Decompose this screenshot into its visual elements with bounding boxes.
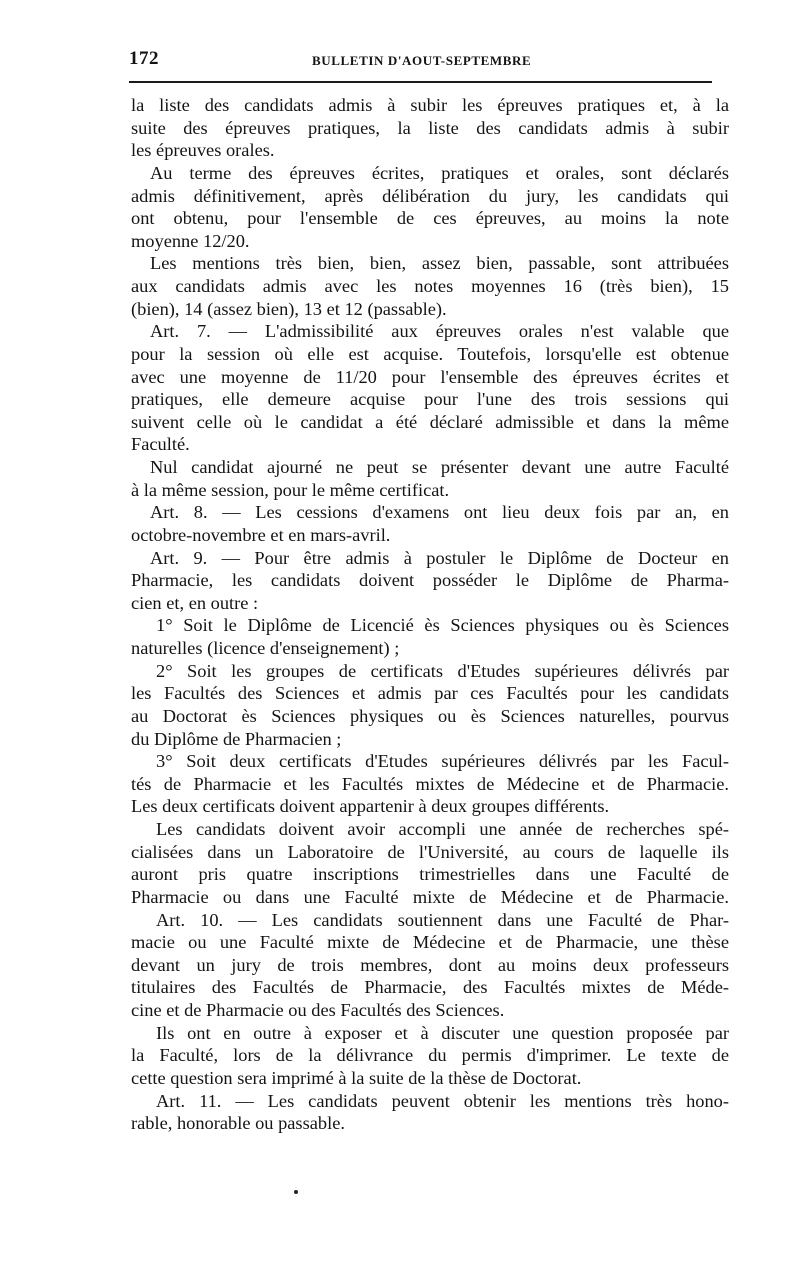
text-line: Art. 10. — Les candidats soutiennent dans une Faculté de Phar- xyxy=(156,909,729,930)
text-line: cialisées dans un Laboratoire de l'Université, au cours de laquelle ils xyxy=(131,841,729,862)
text-line: la Faculté, lors de la délivrance du permis d'imprimer. Le texte de xyxy=(131,1045,729,1066)
text-line: Pharmacie, les candidats doivent posséder le Diplôme de Pharma- xyxy=(131,570,729,591)
text-line: octobre-novembre et en mars-avril. xyxy=(131,524,391,545)
text-line: Pharmacie ou dans une Faculté mixte de Médecine et de Pharmacie. xyxy=(131,886,729,907)
page-number: 172 xyxy=(129,48,159,69)
ink-speck xyxy=(294,1190,298,1194)
text-line: suivent celle où le candidat a été déclaré admissible et dans la même xyxy=(131,411,729,432)
text-line: Ils ont en outre à exposer et à discuter une question proposée par xyxy=(156,1022,729,1043)
body-text xyxy=(131,94,729,1135)
text-line: auront pris quatre inscriptions trimestrielles dans une Faculté de xyxy=(131,864,729,885)
text-line: tés de Pharmacie et les Facultés mixtes de Médecine et de Pharmacie. xyxy=(131,773,729,794)
text-line: Les deux certificats doivent appartenir à deux groupes différents. xyxy=(131,796,610,817)
text-line: (bien), 14 (assez bien), 13 et 12 (passable). xyxy=(131,298,447,319)
text-line: Art. 9. — Pour être admis à postuler le Diplôme de Docteur en xyxy=(150,547,729,568)
text-line: aux candidats admis avec les notes moyennes 16 (très bien), 15 xyxy=(131,276,729,296)
text-line: moyenne 12/20. xyxy=(131,230,250,251)
text-line: Art. 8. — Les cessions d'examens ont lieu deux fois par an, en xyxy=(150,502,729,523)
text-line: les Facultés des Sciences et admis par ces Facultés pour les candidats xyxy=(131,683,729,704)
running-head: BULLETIN D'AOUT-SEPTEMBRE xyxy=(312,53,532,68)
text-line: Faculté. xyxy=(131,434,190,455)
page-header xyxy=(129,48,712,74)
text-line: Au terme des épreuves écrites, pratiques et orales, sont déclarés xyxy=(150,162,729,183)
text-line: Les mentions très bien, bien, assez bien, passable, sont attribuées xyxy=(150,253,729,274)
text-line: Nul candidat ajourné ne peut se présenter devant une autre Faculté xyxy=(150,457,729,477)
text-line: pratiques, elle demeure acquise pour l'une des trois sessions qui xyxy=(131,389,729,410)
text-line: avec une moyenne de 11/20 pour l'ensemble des épreuves écrites et xyxy=(131,366,729,387)
text-line: 1° Soit le Diplôme de Licencié ès Sciences physiques ou ès Sciences xyxy=(156,615,729,636)
text-line: au Doctorat ès Sciences physiques ou ès Sciences naturelles, pourvus xyxy=(131,705,729,726)
text-line: Art. 7. — L'admissibilité aux épreuves orales n'est valable que xyxy=(150,321,729,342)
text-line: Art. 11. — Les candidats peuvent obtenir les mentions très hono- xyxy=(156,1090,729,1111)
text-line: la liste des candidats admis à subir les épreuves pratiques et, à la xyxy=(131,95,729,115)
text-line: 2° Soit les groupes de certificats d'Etudes supérieures délivrés par xyxy=(156,660,729,681)
text-line: 3° Soit deux certificats d'Etudes supérieures délivrés par les Facul- xyxy=(156,751,729,772)
text-line: devant un jury de trois membres, dont au moins deux professeurs xyxy=(131,954,729,975)
text-line: titulaires des Facultés de Pharmacie, des Facultés mixtes de Méde- xyxy=(131,977,729,998)
text-line: suite des épreuves pratiques, la liste des candidats admis à subir xyxy=(131,117,729,138)
text-line: admis définitivement, après délibération du jury, les candidats qui xyxy=(131,185,729,206)
text-line: à la même session, pour le même certificat. xyxy=(131,479,450,500)
header-rule xyxy=(129,81,712,83)
text-line: cette question sera imprimé à la suite de la thèse de Doctorat. xyxy=(131,1067,582,1088)
text-line: ont obtenu, pour l'ensemble de ces épreuves, au moins la note xyxy=(131,208,729,229)
text-line: cien et, en outre : xyxy=(131,592,259,613)
text-line: les épreuves orales. xyxy=(131,140,275,161)
text-line: Les candidats doivent avoir accompli une année de recherches spé- xyxy=(156,819,729,839)
text-line: naturelles (licence d'enseignement) ; xyxy=(131,638,400,658)
text-line: cine et de Pharmacie ou des Facultés des Sciences. xyxy=(131,1000,505,1020)
text-line: macie ou une Faculté mixte de Médecine et de Pharmacie, une thèse xyxy=(131,932,729,953)
text-line: pour la session où elle est acquise. Toutefois, lorsqu'elle est obtenue xyxy=(131,343,729,364)
text-line: du Diplôme de Pharmacien ; xyxy=(131,728,342,749)
text-line: rable, honorable ou passable. xyxy=(131,1113,345,1134)
